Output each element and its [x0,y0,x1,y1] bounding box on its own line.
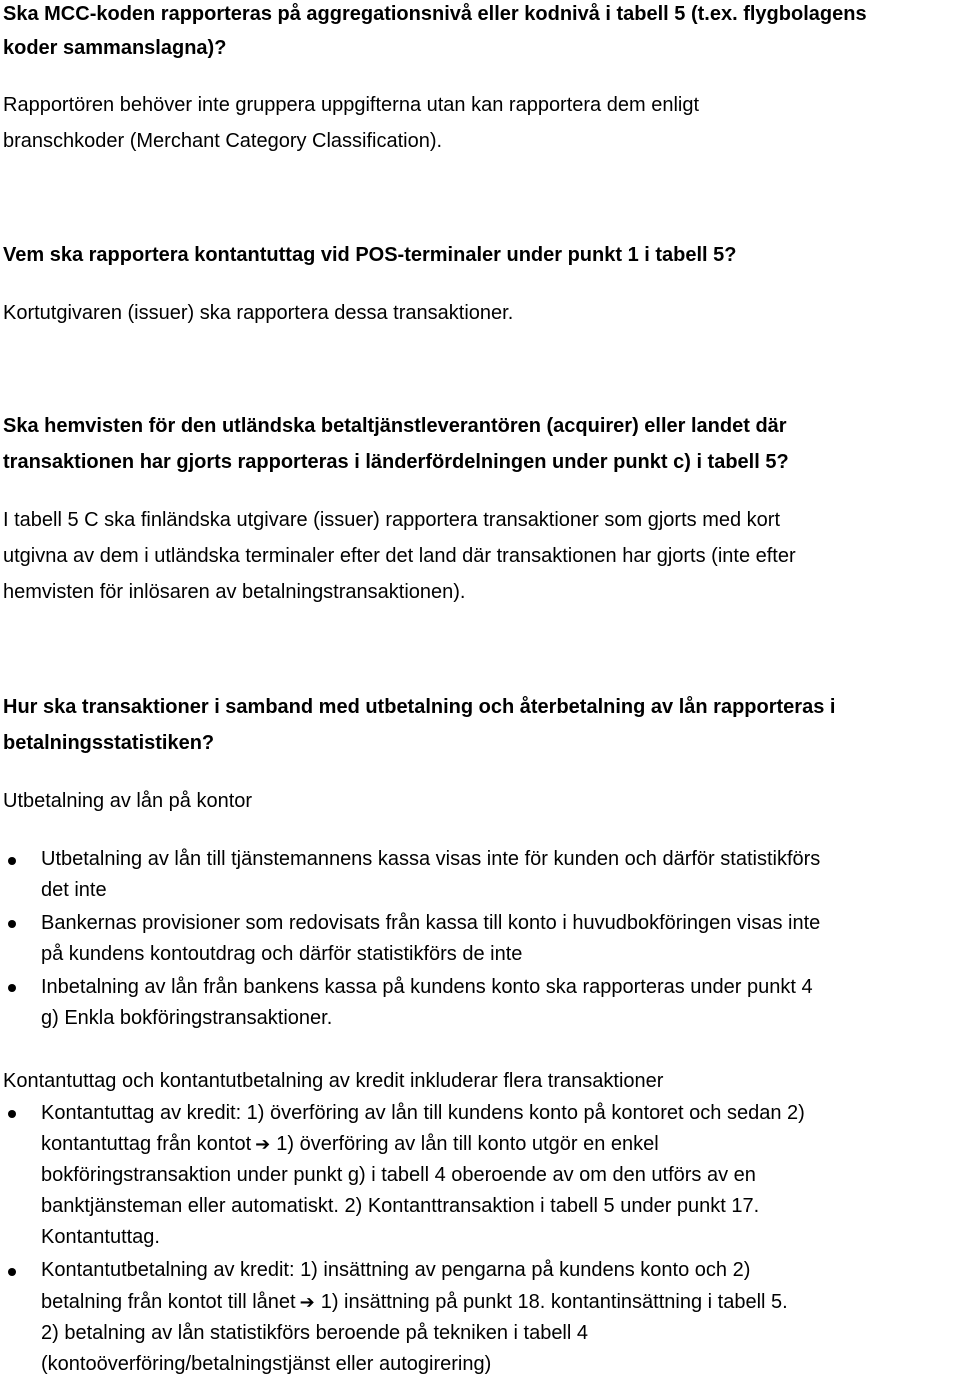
question-1-line-1: Ska MCC-koden rapporteras på aggregationsnivå eller kodnivå i tabell 5 (t.ex. flygbolagens [3,3,867,25]
bullet-marker [8,1268,16,1276]
bullet-a-line-4: banktjänsteman eller automatiskt. 2) Kontanttransaktion i tabell 5 under punkt 17. [41,1195,760,1217]
bullet-marker [8,984,16,992]
bullet-a-line-5: Kontantuttag. [41,1226,160,1248]
bullet-3-line-1: Inbetalning av lån från bankens kassa på kundens konto ska rapporteras under punkt 4 [41,976,813,998]
question-1-line-2: koder sammanslagna)? [3,37,227,59]
bullet-marker [8,920,16,928]
bullet-b-line-2 [41,1290,788,1315]
bullet-b-line-4: (kontoöverföring/betalningstjänst eller autogirering) [41,1353,492,1375]
question-4-line-1: Hur ska transaktioner i samband med utbetalning och återbetalning av lån rapporteras i [3,696,836,718]
arrow-right-icon: ➔ [299,1292,315,1313]
bullet-3-line-2: g) Enkla bokföringstransaktioner. [41,1007,333,1029]
bullet-a-line-1: Kontantuttag av kredit: 1) överföring av lån till kundens konto på kontoret och sedan 2) [41,1102,805,1124]
answer-3-line-1: I tabell 5 C ska finländska utgivare (issuer) rapportera transaktioner som gjorts med kort [3,509,781,531]
question-2-line-1: Vem ska rapportera kontantuttag vid POS-terminaler under punkt 1 i tabell 5? [3,244,737,266]
question-4-line-2: betalningsstatistiken? [3,732,215,754]
bullet-marker [8,1110,16,1118]
bullet-a-line-3: bokföringstransaktion under punkt g) i tabell 4 oberoende av om den utförs av en [41,1164,756,1186]
subheading-loan-payout: Utbetalning av lån på kontor [3,790,253,812]
answer-1-line-1: Rapportören behöver inte gruppera uppgifterna utan kan rapportera dem enligt [3,94,700,116]
bullet-a-line-2-post: 1) överföring av lån till konto utgör en enkel [276,1133,659,1155]
bullet-2-line-1: Bankernas provisioner som redovisats från kassa till konto i huvudbokföringen visas inte [41,912,821,934]
arrow-right-icon: ➔ [255,1134,271,1155]
answer-3-line-3: hemvisten för inlösaren av betalningstransaktionen). [3,581,466,603]
bullet-b-line-2-post: 1) insättning på punkt 18. kontantinsättning i tabell 5. [320,1291,788,1313]
bullet-2-line-2: på kundens kontoutdrag och därför statistikförs de inte [41,943,523,965]
bullet-1-line-1: Utbetalning av lån till tjänstemannens kassa visas inte för kunden och därför statistikförs [41,848,821,870]
bullet-b-line-3: 2) betalning av lån statistikförs beroende på tekniken i tabell 4 [41,1322,589,1344]
bullet-b-line-2-pre: betalning från kontot till lånet [41,1291,296,1313]
answer-3-line-2: utgivna av dem i utländska terminaler efter det land där transaktionen har gjorts (inte efter [3,545,796,567]
bullet-marker [8,857,16,865]
question-3-line-1: Ska hemvisten för den utländska betaltjänstleverantören (acquirer) eller landet där [3,415,787,437]
bullet-1-line-2: det inte [41,879,107,901]
bullet-a-line-2-pre: kontantuttag från kontot [41,1133,252,1155]
subheading-cash-withdrawal: Kontantuttag och kontantutbetalning av kredit inkluderar flera transaktioner [3,1070,664,1092]
bullet-b-line-1: Kontantutbetalning av kredit: 1) insättning av pengarna på kundens konto och 2) [41,1259,751,1281]
question-3-line-2: transaktionen har gjorts rapporteras i länderfördelningen under punkt c) i tabell 5? [3,451,789,473]
answer-2-line-1: Kortutgivaren (issuer) ska rapportera dessa transaktioner. [3,302,514,324]
answer-1-line-2: branschkoder (Merchant Category Classification). [3,130,443,152]
bullet-a-line-2 [41,1132,659,1157]
